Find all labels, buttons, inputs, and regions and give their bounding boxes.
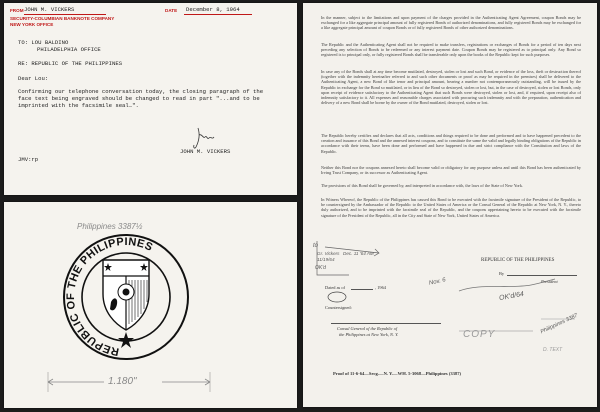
philippines-seal [61,232,191,366]
bond-paragraph: The provisions of this Bond shall be governed by, and interpreted in accordance with, the laws of the State of New York. [321,183,523,188]
memo-body-line: face text being engraved should be changed to read in part "...and to be [18,95,260,102]
memo-signature-name: JOHN M. VICKERS [180,148,231,155]
bond-proof-sheet [303,3,597,407]
bond-paragraph: Neither this Bond nor the coupons annexed hereto shall become valid or obligatory for any purpose unless and until this Bond has been authenticated by Irving Trust Company, or its successor as Authenticating Agent. [321,165,581,176]
seal-proof-sheet [4,202,297,408]
memo-body-line: imprinted with the facsimile seal…". [18,102,139,109]
bond-paragraph: In case any of the Bonds shall at any time become mutilated, destroyed, stolen or lost and such Bond, or evidence of the loss, theft or destruction thereof (together with the indemnity hereinafter referred to and such other documents or proof as may be required in the premises) shall be delivered to the Authenticating Agent, a new Bond of like tenor and principal amount, bearing a number not contemporaneously outstanding, will be issued by the Republic in exchange for the Bond so mutilated, or in lieu of the Bond so destroyed, stolen or lost, but, in the case of destroyed, stolen or lost Bonds, only upon receipt of evidence satisfactory to the Authenticating Agent that such Bonds were destroyed, stolen or lost, and, if required, upon receipt also of indemnity satisfactory to it. All expenses and reasonable charges associated with procuring such indemnity and with the preparation, authentication and delivery of a new Bond shall be borne by the owner of the Bond mutilated, destroyed, stolen or lost. [321,69,581,106]
dimension-label: 1.180" [108,376,137,387]
hand-note: Philippines 3387 [539,312,579,336]
president-label: President [541,279,558,284]
memo-re: RE: REPUBLIC OF THE PHILIPPINES [18,60,123,67]
memo-salutation: Dear Lou: [18,75,49,82]
memo-date: December 8, 1964 [186,6,240,13]
memo-to: TO: LOU BALDINO [18,39,69,46]
dated-prefix: Dated as of [325,285,345,290]
consul-line: Consul General of the Republic of [337,326,398,331]
by-label: By [499,271,505,276]
dated-year: , 1964 [375,285,386,290]
hand-note: 11/19/64 [317,257,335,262]
bond-paragraph: The Republic hereby certifies and declares that all acts, conditions and things required to be done and performed and to have happened precedent to the creation and issuance of this Bond and the annexed interest coupons, and to constitute the same the valid and legally binding obligations of the Republic in accordance with their terms, have been done and performed and have happened in due and strict compliance with the Constitution and laws of the Republic. [321,133,581,154]
memo-to-office: PHILADELPHIA OFFICE [37,46,101,53]
sign-block-title: REPUBLIC OF THE PHILIPPINES [481,258,555,263]
memo-body-line: Confirming our telephone conversation today, the closing paragraph of the [18,88,264,95]
from-label: FROM [10,8,24,13]
proof-line: Proof of 11-6-64—Secg.—N. Y.—WH. 5-3068—Philippines (3387) [333,371,462,376]
hand-note: Nov. 6 [428,277,447,287]
hand-note: Dec. 11 '64 AM [343,251,374,256]
shield-icon [103,260,149,330]
from-name: JOHN M. VICKERS [24,6,75,13]
bond-paragraph: In Witness Whereof, the Republic of the Philippines has caused this Bond to be executed with the facsimile signature of the President of the Republic, to be countersigned by the Ambassador of the Republic to the United States of America or the Consul General of the Republic at New York, N. Y., thereto duly authorized, and to be imprinted with the facsimile seal of the Republic, and the coupons appertaining hereto to be executed with the facsimile signature of the President of the Republic, all in the City and State of New York, United States of America. [321,197,581,218]
seal-pencil-note: Philippines 3387½ [77,222,143,231]
hand-note: D. TEXT [543,347,563,353]
hand-note: OK'd [315,265,326,271]
hand-note: OK'd/64 [498,290,525,303]
company-office: NEW YORK OFFICE [10,22,54,27]
countersigned-label: Countersigned: [325,305,352,310]
bond-paragraph: The Republic and the Authenticating Agent shall not be required to make transfers, registrations or exchanges of Bonds for a period of ten days next preceding any selection of Bonds to be redeemed or any interest payment date. Coupon Bonds may be registered as to principal only. Any Bond so registered is to principal only, or fully registered Bonds shall be transferable only upon the books of the Republic kept for such purposes. [321,42,581,58]
consul-line: the Philippines at New York, N. Y. [339,332,399,337]
memo-initials: JMV:rp [18,156,39,163]
hand-note: Gr. Vickers [317,251,340,256]
company-name: SECURITY-COLUMBIAN BANKNOTE COMPANY [10,16,115,21]
hand-note: COPY [463,329,496,340]
date-label: DATE [165,8,178,13]
memo-sheet [4,3,297,195]
bond-paragraph: In the manner, subject to the limitations and upon payment of the charges provided in the Authenticating Agent Agreement, coupon Bonds may be exchanged for a like aggregate principal amount of fully registered Bonds of authorized denominations, and fully registered Bonds may be exchanged for a like aggregate principal amount of coupon Bonds or of fully registered Bonds of other authorized denominations. [321,15,581,31]
hand-note: to [313,243,319,249]
seal-ring-text: REPUBLIC OF THE PHILIPPINES [64,235,155,358]
